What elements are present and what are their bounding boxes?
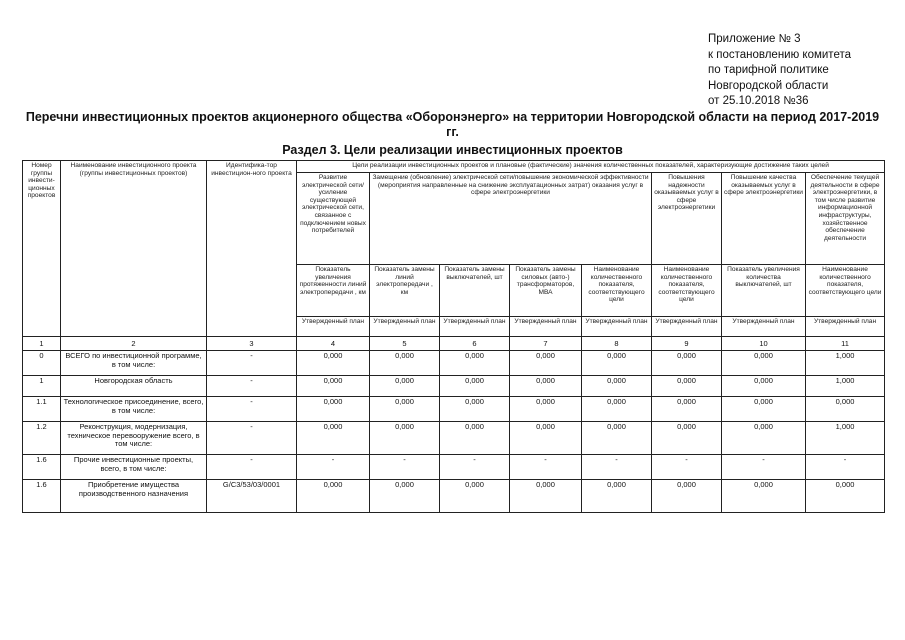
column-number: 6 [440, 337, 510, 351]
row-name: Реконструкция, модернизация, техническое перевооружение всего, в том числе: [61, 422, 207, 455]
row-value: 0,000 [806, 397, 885, 422]
row-value: 0,000 [370, 480, 440, 513]
header-indicator-10: Показатель увеличения количества выключателей, шт [722, 265, 806, 317]
row-value: 0,000 [370, 422, 440, 455]
row-value: 0,000 [297, 480, 370, 513]
row-value: 0,000 [582, 422, 652, 455]
table-row [23, 351, 885, 376]
row-value: 0,000 [510, 480, 582, 513]
row-value: - [652, 455, 722, 480]
row-value: 0,000 [582, 351, 652, 376]
annex-line-4: Новгородской области [708, 79, 829, 92]
row-value: 0,000 [582, 376, 652, 397]
header-indicator-8: Наименование количественного показателя, соответствующего цели [582, 265, 652, 317]
column-number-row [23, 337, 885, 351]
table-row [23, 397, 885, 422]
column-number: 3 [207, 337, 297, 351]
header-plan-9: Утвержденный план [652, 317, 722, 337]
header-plan-8: Утвержденный план [582, 317, 652, 337]
row-value: 0,000 [652, 376, 722, 397]
row-value: 0,000 [370, 351, 440, 376]
column-number: 4 [297, 337, 370, 351]
row-value: 0,000 [722, 351, 806, 376]
header-goal-quality: Повышение качества оказываемых услуг в сфере электроэнергетики [722, 173, 806, 265]
row-value: 0,000 [652, 397, 722, 422]
row-value: 0,000 [370, 376, 440, 397]
row-value: 0,000 [652, 480, 722, 513]
row-value: 0,000 [297, 351, 370, 376]
header-plan-6: Утвержденный план [440, 317, 510, 337]
header-plan-7: Утвержденный план [510, 317, 582, 337]
row-value: - [510, 455, 582, 480]
header-goal-reliability: Повышения надежности оказываемых услуг в сфере электроэнергетики [652, 173, 722, 265]
row-number: 1.2 [23, 422, 61, 455]
row-value: 1,000 [806, 422, 885, 455]
column-number: 11 [806, 337, 885, 351]
row-value: 1,000 [806, 351, 885, 376]
row-value: - [582, 455, 652, 480]
row-value: 0,000 [582, 397, 652, 422]
row-value: 0,000 [440, 397, 510, 422]
row-value: 0,000 [722, 397, 806, 422]
row-value: 1,000 [806, 376, 885, 397]
row-value: - [370, 455, 440, 480]
row-value: 0,000 [297, 376, 370, 397]
header-plan-4: Утвержденный план [297, 317, 370, 337]
row-value: 0,000 [510, 422, 582, 455]
row-id: - [207, 422, 297, 455]
column-number: 5 [370, 337, 440, 351]
header-goal-replacement: Замещение (обновление) электрической сети/повышение экономической эффективности (мероприятия направленные на снижение эксплуатационных затрат) оказания услуг в сфере электроэнергетики [370, 173, 652, 265]
row-value: 0,000 [370, 397, 440, 422]
row-number: 1.6 [23, 480, 61, 513]
row-value: 0,000 [297, 422, 370, 455]
annex-line-2: к постановлению комитета [708, 48, 851, 61]
table-row [23, 422, 885, 455]
header-plan-5: Утвержденный план [370, 317, 440, 337]
header-project-id: Идентифика-тор инвестицион-ного проекта [207, 161, 297, 337]
header-plan-11: Утвержденный план [806, 317, 885, 337]
annex-line-5: от 25.10.2018 №36 [708, 95, 809, 108]
table-row [23, 480, 885, 513]
row-value: - [440, 455, 510, 480]
row-value: 0,000 [652, 351, 722, 376]
annex-block [708, 32, 898, 110]
column-number: 1 [23, 337, 61, 351]
row-value: 0,000 [510, 397, 582, 422]
row-name: Прочие инвестиционные проекты, всего, в том числе: [61, 455, 207, 480]
annex-line-3: по тарифной политике [708, 64, 829, 77]
column-number: 8 [582, 337, 652, 351]
row-value: 0,000 [806, 480, 885, 513]
investment-goals-table [22, 160, 885, 513]
row-value: - [297, 455, 370, 480]
row-id: - [207, 397, 297, 422]
table-row [23, 376, 885, 397]
header-indicator-6: Показатель замены выключателей, шт [440, 265, 510, 317]
row-value: 0,000 [722, 480, 806, 513]
header-indicator-4: Показатель увеличения протяженности линий электропередачи , км [297, 265, 370, 317]
row-value: 0,000 [440, 351, 510, 376]
header-indicator-11: Наименование количественного показателя, соответствующего цели [806, 265, 885, 317]
row-value: 0,000 [652, 422, 722, 455]
header-group-number: Номер группы инвести-ционных проектов [23, 161, 61, 337]
header-indicator-7: Показатель замены силовых (авто-) трансформаторов, МВА [510, 265, 582, 317]
row-value: 0,000 [510, 376, 582, 397]
row-value: - [722, 455, 806, 480]
row-number: 1 [23, 376, 61, 397]
header-plan-10: Утвержденный план [722, 317, 806, 337]
header-goal-network-development: Развитие электрической сети/усиление существующей электрической сети, связанное с подключением новых потребителей [297, 173, 370, 265]
row-value: 0,000 [722, 376, 806, 397]
annex-line-1: Приложение № 3 [708, 33, 801, 45]
column-number: 10 [722, 337, 806, 351]
row-name: ВСЕГО по инвестиционной программе, в том числе: [61, 351, 207, 376]
section-title: Раздел 3. Цели реализации инвестиционных проектов [282, 143, 623, 157]
header-project-name: Наименование инвестиционного проекта (группы инвестиционных проектов) [61, 161, 207, 337]
row-name: Новгородская область [61, 376, 207, 397]
row-id: - [207, 376, 297, 397]
row-value: 0,000 [440, 422, 510, 455]
row-value: 0,000 [582, 480, 652, 513]
row-value: 0,000 [440, 480, 510, 513]
row-id: G/C3/53/03/0001 [207, 480, 297, 513]
row-number: 1.1 [23, 397, 61, 422]
row-value: 0,000 [510, 351, 582, 376]
row-value: - [806, 455, 885, 480]
column-number: 2 [61, 337, 207, 351]
row-name: Приобретение имущества производственного назначения [61, 480, 207, 513]
header-goals: Цели реализации инвестиционных проектов и плановые (фактические) значения количественных показателей, характеризующие достижение таких целей [297, 161, 885, 173]
row-name: Технологическое присоединение, всего, в том числе: [61, 397, 207, 422]
row-value: 0,000 [440, 376, 510, 397]
column-number: 7 [510, 337, 582, 351]
row-id: - [207, 455, 297, 480]
row-value: 0,000 [722, 422, 806, 455]
row-id: - [207, 351, 297, 376]
row-value: 0,000 [297, 397, 370, 422]
table-row [23, 455, 885, 480]
column-number: 9 [652, 337, 722, 351]
header-indicator-9: Наименование количественного показателя, соответствующего цели [652, 265, 722, 317]
document-title: Перечни инвестиционных проектов акционерного общества «Оборонэнерго» на территории Новгородской области на период 2017-2019 гг. [25, 110, 880, 139]
header-goal-current-activity: Обеспечение текущей деятельности в сфере электроэнергетики, в том числе развитие информационной инфраструктуры, хозяйственное обеспечение деятельности [806, 173, 885, 265]
row-number: 1.6 [23, 455, 61, 480]
row-number: 0 [23, 351, 61, 376]
header-indicator-5: Показатель замены линий электропередачи , км [370, 265, 440, 317]
